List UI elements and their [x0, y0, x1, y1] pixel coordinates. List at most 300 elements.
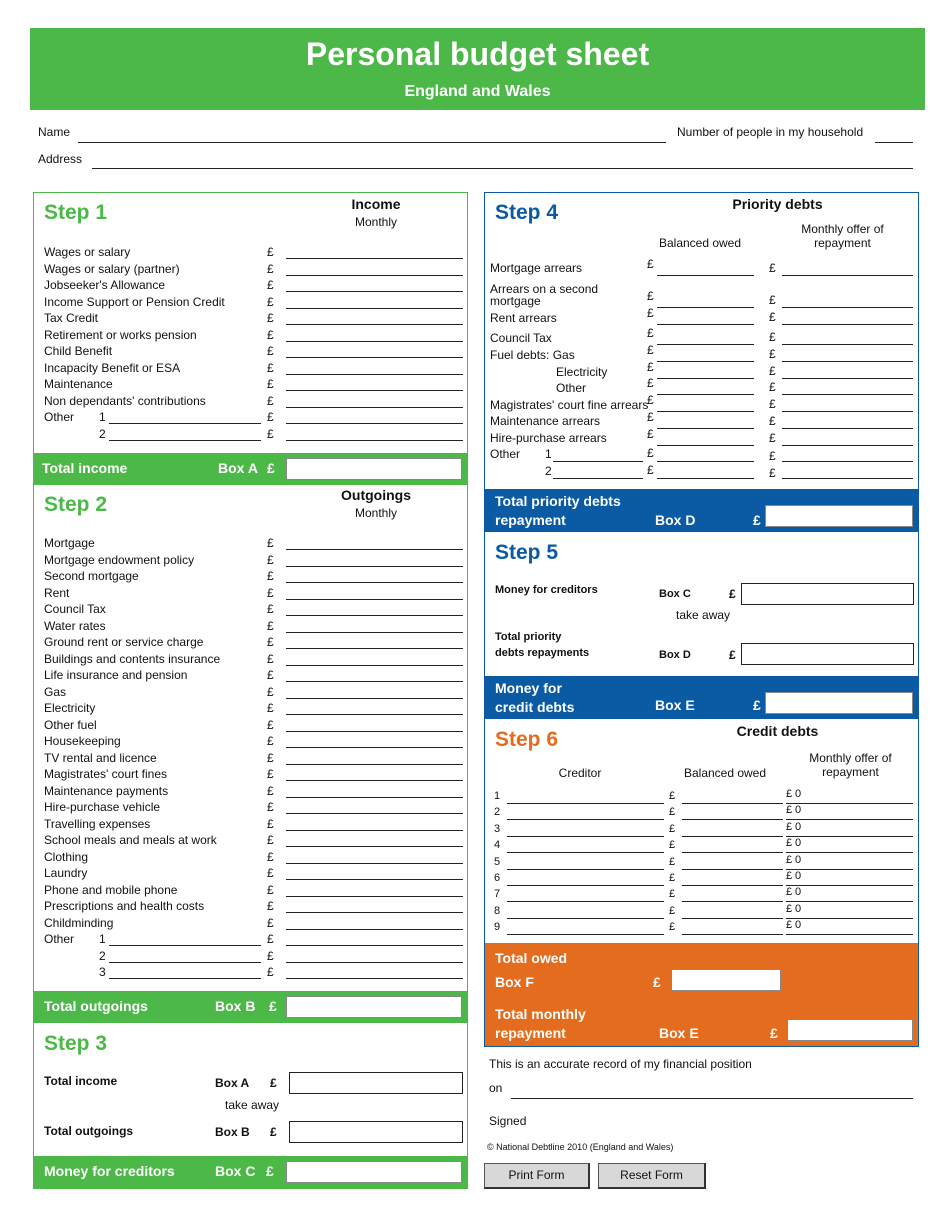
priority-balance-field[interactable] [657, 307, 754, 308]
pound-sign: £ [786, 804, 793, 817]
step5-box-c-input[interactable] [741, 583, 914, 605]
outgoing-item-label: Mortgage endowment policy [44, 552, 195, 567]
income-amount-field[interactable] [286, 324, 463, 325]
credit-row-number: 3 [494, 822, 501, 835]
income-item-label: Jobseeker's Allowance [44, 278, 166, 292]
pound-sign: £ [769, 465, 776, 480]
priority-offer-field[interactable] [782, 361, 913, 362]
pound-sign: £ [267, 915, 274, 930]
priority-offer-field[interactable] [782, 445, 913, 446]
outgoing-other-amount-field[interactable] [286, 962, 463, 963]
income-item-label: Wages or salary [44, 245, 131, 259]
pound-sign: £ [769, 330, 776, 344]
outgoing-amount-field[interactable] [286, 747, 463, 748]
box-f-input[interactable] [671, 969, 781, 991]
step5-money-label: Money for creditors [495, 584, 598, 596]
priority-item-label: Hire-purchase arrears [490, 431, 607, 445]
outgoing-item-label: Mortgage [44, 536, 95, 550]
pound-sign: £ [786, 919, 793, 932]
outgoing-item-label: Other fuel [44, 717, 97, 732]
box-b-input[interactable] [286, 996, 462, 1018]
pound-sign: £ [769, 414, 776, 428]
address-label: Address [38, 152, 83, 166]
priority-balance-field[interactable] [657, 428, 754, 429]
pound-sign: £ [647, 410, 654, 424]
priority-item-label: Arrears on a second [490, 282, 599, 296]
step1-title: Step 1 [44, 201, 108, 224]
priority-balance-field[interactable] [657, 275, 754, 276]
step3-take-away: take away [225, 1098, 280, 1112]
box-e-input[interactable] [765, 692, 913, 714]
outgoing-amount-field[interactable] [286, 929, 463, 930]
creditor-name-field[interactable] [507, 934, 664, 935]
offer-col: Monthly offer of repayment [809, 751, 892, 779]
priority-other-balance-field[interactable] [657, 478, 754, 479]
income-heading: Income [351, 196, 401, 212]
outgoing-other-label: Other [44, 932, 75, 946]
credit-row-number: 4 [494, 839, 501, 852]
left-panel [33, 192, 468, 1189]
outgoing-amount-field[interactable] [286, 780, 463, 781]
name-label: Name [38, 125, 71, 139]
credit-row-number: 8 [494, 904, 501, 917]
income-amount-field[interactable] [286, 308, 463, 309]
outgoing-amount-field[interactable] [286, 813, 463, 814]
pound-sign: £ [267, 552, 274, 567]
outgoing-amount-field[interactable] [286, 764, 463, 765]
income-other-name-field[interactable] [109, 440, 261, 441]
priority-offer-field[interactable] [782, 394, 913, 395]
copyright: © National Debtline 2010 (England and Wales) [487, 1142, 674, 1152]
credit-debts-label-1: Money for [495, 680, 562, 696]
credit-offer-value: 0 [795, 820, 802, 833]
box-e-label-2: Box E [659, 1025, 699, 1041]
pound-sign: £ [267, 783, 274, 798]
outgoing-item-label: Laundry [44, 866, 88, 880]
step6-title: Step 6 [495, 728, 559, 751]
credit-balance-field[interactable] [682, 852, 783, 853]
pound-sign: £ [267, 602, 274, 616]
pound-sign: £ [786, 837, 793, 850]
priority-other-balance-field[interactable] [657, 461, 754, 462]
owed-col: Balanced owed [683, 766, 767, 780]
credit-balance-field[interactable] [682, 885, 783, 886]
pound-sign: £ [647, 306, 654, 320]
pound-sign: £ [270, 1125, 277, 1139]
box-d-label: Box D [655, 512, 696, 528]
income-monthly: Monthly [354, 215, 398, 229]
pound-sign: £ [769, 449, 776, 463]
credit-row-number: 6 [494, 872, 501, 884]
credit-debts-label-2: credit debts [495, 699, 575, 715]
outgoing-item-label: Magistrates' court fines [44, 767, 168, 781]
income-item-label: Maintenance [44, 377, 113, 391]
income-other-name-field[interactable] [109, 423, 261, 424]
priority-balance-field[interactable] [657, 411, 754, 412]
priority-item-label: Other [556, 381, 587, 395]
box-a-label: Box A [218, 460, 258, 476]
money-for-creditors-bar [34, 1156, 467, 1188]
credit-offer-value: 0 [795, 902, 802, 915]
outgoing-amount-field[interactable] [286, 863, 463, 864]
pound-sign: £ [269, 998, 277, 1014]
box-d-input[interactable] [765, 505, 913, 527]
credit-balance-field[interactable] [682, 918, 783, 919]
income-amount-field[interactable] [286, 341, 463, 342]
pound-sign: £ [653, 974, 661, 990]
pound-sign: £ [669, 921, 676, 934]
household-field[interactable] [875, 142, 913, 143]
pound-sign: £ [647, 257, 654, 271]
total-priority-label-2: repayment [495, 512, 566, 528]
priority-other-number: 2 [545, 463, 552, 478]
outgoing-amount-field[interactable] [286, 549, 463, 550]
income-amount-field[interactable] [286, 374, 463, 375]
outgoing-amount-field[interactable] [286, 681, 463, 682]
pound-sign: £ [786, 886, 793, 899]
credit-offer-field[interactable] [786, 803, 913, 804]
pound-sign: £ [267, 635, 274, 649]
outgoing-other-number: 2 [99, 948, 106, 963]
income-item-label: Income Support or Pension Credit [44, 294, 225, 309]
outgoing-item-label: Phone and mobile phone [44, 882, 178, 897]
credit-row-number: 7 [494, 888, 501, 901]
pound-sign: £ [267, 800, 274, 814]
pound-sign: £ [769, 261, 776, 275]
income-other-amount-field[interactable] [286, 440, 463, 441]
priority-other-offer-field[interactable] [782, 461, 913, 462]
outgoing-other-amount-field[interactable] [286, 978, 463, 979]
step3-income-label: Total income [44, 1074, 118, 1088]
credit-offer-field[interactable] [786, 869, 913, 870]
box-c-label: Box C [215, 1163, 256, 1179]
pound-sign: £ [647, 289, 654, 303]
income-other-amount-field[interactable] [286, 423, 463, 424]
pound-sign: £ [267, 585, 274, 600]
outgoing-item-label: Council Tax [44, 602, 106, 616]
pound-sign: £ [669, 839, 676, 852]
creditor-name-field[interactable] [507, 869, 664, 870]
pound-sign: £ [267, 410, 274, 424]
income-amount-field[interactable] [286, 390, 463, 391]
total-owed-label: Total owed [495, 950, 568, 966]
pound-sign: £ [267, 618, 274, 633]
creditor-name-field[interactable] [507, 819, 664, 820]
total-monthly-label-1: Total monthly [495, 1006, 586, 1022]
priority-offer-field[interactable] [782, 428, 913, 429]
outgoing-item-label: Housekeeping [44, 734, 121, 748]
pound-sign: £ [267, 948, 274, 963]
pound-sign: £ [266, 1163, 274, 1179]
outgoing-amount-field[interactable] [286, 830, 463, 831]
step3-box-a: Box A [215, 1076, 250, 1090]
priority-other-offer-field[interactable] [782, 478, 913, 479]
outgoing-amount-field[interactable] [286, 896, 463, 897]
income-item-label: Tax Credit [44, 311, 99, 325]
outgoings-heading: Outgoings [341, 487, 411, 503]
outgoing-other-number: 3 [99, 965, 106, 979]
priority-balance-field[interactable] [657, 344, 754, 345]
outgoing-amount-field[interactable] [286, 615, 463, 616]
step2-title: Step 2 [44, 493, 108, 516]
pound-sign: £ [647, 393, 654, 407]
total-income-bar [34, 453, 467, 485]
pound-sign: £ [267, 668, 274, 682]
outgoing-amount-field[interactable] [286, 648, 463, 649]
priority-item-label: Council Tax [490, 331, 552, 345]
pound-sign: £ [267, 816, 274, 831]
creditor-name-field[interactable] [507, 852, 664, 853]
credit-offer-field[interactable] [786, 918, 913, 919]
credit-offer-field[interactable] [786, 836, 913, 837]
pound-sign: £ [267, 327, 274, 342]
credit-offer-field[interactable] [786, 885, 913, 886]
income-item-label: Non dependants' contributions [44, 393, 206, 408]
income-amount-field[interactable] [286, 357, 463, 358]
outgoing-amount-field[interactable] [286, 665, 463, 666]
reset-form-button[interactable]: Reset Form [598, 1163, 706, 1189]
priority-offer-field[interactable] [782, 275, 913, 276]
pound-sign: £ [647, 427, 654, 441]
pound-sign: £ [267, 426, 274, 441]
pound-sign: £ [786, 820, 793, 833]
pound-sign: £ [753, 697, 761, 713]
outgoing-amount-field[interactable] [286, 879, 463, 880]
priority-balance-field[interactable] [657, 361, 754, 362]
priority-item-label: Magistrates' court fine arrears [490, 398, 649, 412]
pound-sign: £ [267, 734, 274, 748]
credit-balance-field[interactable] [682, 819, 783, 820]
page-title: Personal budget sheet [305, 36, 650, 72]
income-other-number: 2 [99, 426, 106, 441]
outgoing-amount-field[interactable] [286, 731, 463, 732]
step3-box-a-input[interactable] [289, 1072, 463, 1094]
total-priority-label-1: Total priority debts [495, 493, 621, 509]
priority-balance-field[interactable] [657, 324, 754, 325]
outgoing-amount-field[interactable] [286, 566, 463, 567]
print-form-button[interactable]: Print Form [484, 1163, 590, 1189]
pound-sign: £ [267, 767, 274, 781]
pound-sign: £ [267, 311, 274, 325]
pound-sign: £ [769, 380, 776, 394]
pound-sign: £ [647, 446, 654, 460]
creditor-name-field[interactable] [507, 803, 664, 804]
step3-outgoings-label: Total outgoings [44, 1124, 134, 1138]
priority-item-label: Fuel debts: Gas [490, 348, 575, 362]
pound-sign: £ [669, 790, 676, 802]
credit-offer-field[interactable] [786, 934, 913, 935]
step5-priority-label-2: debts repayments [495, 647, 590, 659]
step5-box-d: Box D [659, 649, 691, 661]
outgoing-item-label: Ground rent or service charge [44, 635, 204, 649]
creditor-col: Creditor [558, 766, 602, 780]
step4-title: Step 4 [495, 201, 559, 224]
pound-sign: £ [267, 261, 274, 276]
pound-sign: £ [267, 866, 274, 880]
priority-other-name-field[interactable] [553, 461, 643, 462]
pound-sign: £ [267, 849, 274, 864]
step5-title: Step 5 [495, 541, 559, 564]
priority-balance-field[interactable] [657, 445, 754, 446]
outgoing-other-name-field[interactable] [109, 978, 261, 979]
credit-balance-field[interactable] [682, 869, 783, 870]
box-a-input[interactable] [286, 458, 462, 480]
outgoings-monthly: Monthly [354, 506, 398, 520]
outgoing-item-label: TV rental and licence [44, 750, 157, 765]
step5-priority-label-1: Total priority [495, 631, 562, 643]
outgoing-other-amount-field[interactable] [286, 945, 463, 946]
outgoing-item-label: Buildings and contents insurance [44, 651, 221, 666]
creditor-name-field[interactable] [507, 901, 664, 902]
outgoing-item-label: Clothing [44, 849, 89, 864]
step3-box-b: Box B [215, 1125, 250, 1139]
pound-sign: £ [267, 932, 274, 946]
outgoing-item-label: School meals and meals at work [44, 833, 217, 847]
credit-balance-field[interactable] [682, 836, 783, 837]
pound-sign: £ [669, 888, 676, 901]
step5-box-c: Box C [659, 588, 691, 600]
outgoing-item-label: Rent [44, 585, 70, 600]
credit-row-number: 5 [494, 855, 501, 868]
priority-other-number: 1 [545, 447, 552, 461]
credit-offer-value: 0 [795, 837, 802, 850]
outgoing-item-label: Water rates [44, 618, 106, 633]
date-field[interactable] [511, 1098, 913, 1099]
outgoing-amount-field[interactable] [286, 797, 463, 798]
credit-balance-field[interactable] [682, 803, 783, 804]
credit-balance-field[interactable] [682, 934, 783, 935]
accurate-statement: This is an accurate record of my financial position [489, 1057, 752, 1071]
income-amount-field[interactable] [286, 258, 463, 259]
credit-debts-heading: Credit debts [736, 723, 819, 739]
creditor-name-field[interactable] [507, 885, 664, 886]
total-monthly-label-2: repayment [495, 1025, 566, 1041]
pound-sign: £ [267, 245, 274, 259]
pound-sign: £ [770, 1025, 778, 1041]
outgoing-item-label: Prescriptions and health costs [44, 899, 205, 913]
name-field[interactable] [78, 142, 666, 143]
outgoing-amount-field[interactable] [286, 632, 463, 633]
income-item-label: Incapacity Benefit or ESA [44, 360, 181, 375]
credit-offer-value: 0 [795, 919, 802, 932]
pound-sign: £ [769, 364, 776, 378]
pound-sign: £ [267, 569, 274, 583]
pound-sign: £ [669, 872, 676, 884]
pound-sign: £ [267, 717, 274, 732]
income-amount-field[interactable] [286, 275, 463, 276]
priority-item-label: Rent arrears [490, 311, 557, 325]
outgoing-item-label: Life insurance and pension [44, 668, 188, 682]
credit-offer-value: 0 [795, 853, 802, 866]
priority-other-label: Other [490, 447, 521, 461]
creditor-name-field[interactable] [507, 836, 664, 837]
pound-sign: £ [769, 310, 776, 324]
outgoing-amount-field[interactable] [286, 698, 463, 699]
step5-box-d-input[interactable] [741, 643, 914, 665]
total-outgoings-label: Total outgoings [44, 998, 148, 1014]
priority-offer-field[interactable] [782, 307, 913, 308]
outgoing-other-name-field[interactable] [109, 945, 261, 946]
pound-sign: £ [647, 343, 654, 357]
priority-balance-field[interactable] [657, 378, 754, 379]
priority-debts-heading: Priority debts [732, 196, 823, 212]
credit-offer-field[interactable] [786, 852, 913, 853]
outgoing-amount-field[interactable] [286, 714, 463, 715]
outgoing-item-label: Electricity [44, 701, 96, 715]
income-item-label: Retirement or works pension [44, 327, 197, 342]
address-field[interactable] [92, 168, 913, 169]
income-item-label: Wages or salary (partner) [44, 261, 180, 276]
step3-box-b-input[interactable] [289, 1121, 463, 1143]
box-f-label: Box F [495, 974, 534, 990]
pound-sign: £ [669, 855, 676, 868]
outgoing-amount-field[interactable] [286, 599, 463, 600]
step6-totals-bar [485, 943, 918, 1046]
money-for-creditors-label: Money for creditors [44, 1163, 175, 1179]
outgoing-other-name-field[interactable] [109, 962, 261, 963]
pound-sign: £ [267, 684, 274, 699]
pound-sign: £ [786, 870, 793, 882]
page-subtitle: England and Wales [404, 83, 551, 100]
pound-sign: £ [786, 853, 793, 866]
pound-sign: £ [647, 360, 654, 374]
pound-sign: £ [267, 965, 274, 979]
income-item-label: Child Benefit [44, 344, 113, 358]
income-other-number: 1 [99, 410, 106, 424]
credit-offer-field[interactable] [786, 819, 913, 820]
priority-offer-field[interactable] [782, 378, 913, 379]
pound-sign: £ [769, 293, 776, 307]
priority-offer-field[interactable] [782, 344, 913, 345]
credit-balance-field[interactable] [682, 901, 783, 902]
pound-sign: £ [267, 651, 274, 666]
priority-offer-field[interactable] [782, 411, 913, 412]
outgoing-amount-field[interactable] [286, 912, 463, 913]
outgoing-other-number: 1 [99, 932, 106, 946]
pound-sign: £ [729, 587, 736, 601]
signed-label: Signed [489, 1114, 527, 1128]
total-income-label: Total income [42, 460, 128, 476]
pound-sign: £ [267, 833, 274, 847]
pound-sign: £ [647, 376, 654, 390]
priority-item-label: Maintenance arrears [490, 414, 601, 428]
pound-sign: £ [786, 902, 793, 915]
credit-offer-field[interactable] [786, 901, 913, 902]
income-other-label: Other [44, 410, 75, 424]
total-outgoings-bar [34, 991, 467, 1023]
outgoing-amount-field[interactable] [286, 582, 463, 583]
outgoing-item-label: Gas [44, 684, 67, 699]
pound-sign: £ [729, 648, 736, 662]
pound-sign: £ [267, 536, 274, 550]
box-c-input[interactable] [286, 1161, 462, 1183]
creditor-name-field[interactable] [507, 918, 664, 919]
pound-sign: £ [786, 788, 793, 800]
credit-offer-value: 0 [795, 788, 802, 800]
priority-offer-field[interactable] [782, 324, 913, 325]
outgoing-amount-field[interactable] [286, 846, 463, 847]
income-amount-field[interactable] [286, 291, 463, 292]
box-e-input-2[interactable] [787, 1019, 913, 1041]
outgoing-item-label: Hire-purchase vehicle [44, 800, 161, 814]
priority-balance-field[interactable] [657, 394, 754, 395]
box-e-label: Box E [655, 697, 695, 713]
income-amount-field[interactable] [286, 407, 463, 408]
priority-other-name-field[interactable] [553, 478, 643, 479]
credit-offer-value: 0 [795, 886, 802, 899]
outgoing-item-label: Second mortgage [44, 569, 139, 583]
on-label: on [489, 1081, 503, 1095]
